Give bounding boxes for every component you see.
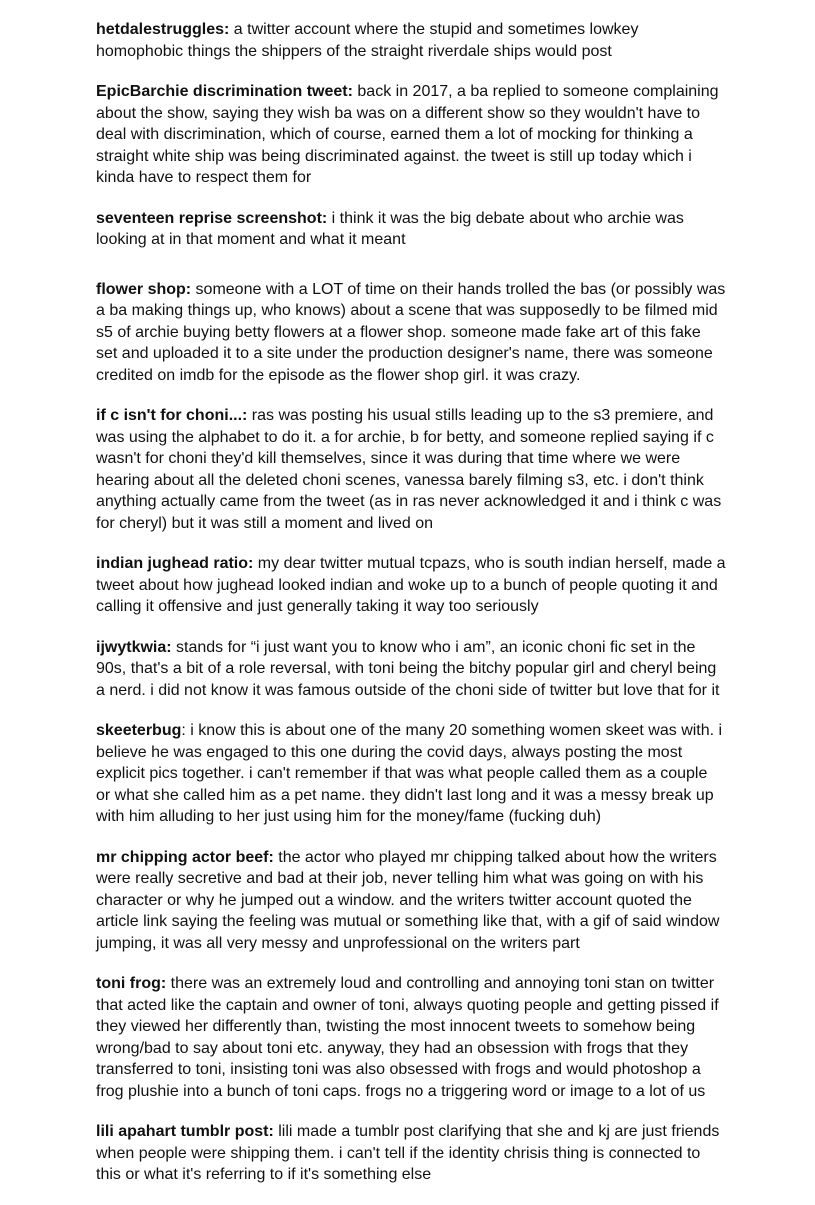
entry-term: EpicBarchie discrimination tweet: — [96, 83, 353, 100]
glossary-entry-toni-frog — [96, 973, 726, 1102]
entry-text: someone with a LOT of time on their hands trolled the bas (or possibly was a ba making things up, who knows) about a scene that was supposedly to be filmed mid s5 of archie buying betty flowers at a flower shop. someone made fake art of this fake set and uploaded it to a site under the production designer's name, there was someone credited on imdb for the episode as the flower shop girl. it was crazy. — [96, 280, 726, 384]
entry-term: seventeen reprise screenshot: — [96, 209, 328, 227]
glossary-entry-indian-jughead — [96, 553, 726, 618]
entry-term: flower shop: — [96, 280, 192, 298]
entry-text: lili made a tumblr post clarifying that she and kj are just friends when people were shipping them. i can't tell if the identity chrisis thing is connected to this or what it's referring to if it's something else — [96, 1123, 720, 1183]
document-page — [96, 19, 726, 1205]
entry-text: : i know this is about one of the many 20 something women skeet was with. i believe he was engaged to this one during the covid days, always posting the most explicit pics together. i can't remember if that was what people called them as a couple or what she called him as a pet name. they didn't last long and it was a messy break up with him alluding to her just using him for the money/fame (fucking duh) — [96, 722, 723, 825]
entry-term: indian jughead ratio: — [96, 555, 254, 572]
entry-term: hetdalestruggles: — [96, 21, 230, 38]
glossary-entry-choni-c — [96, 405, 726, 534]
entry-text: the actor who played mr chipping talked about how the writers were really secretive and bad at their job, never telling him what was going on with his character or why he jumped out a window. and the writers twitter account quoted the article link saying the feeling was mutual or something like that, with a gif of said window jumping, it was all very messy and unprofessional on the writers part — [96, 848, 720, 952]
entry-term: toni frog: — [96, 975, 167, 992]
entry-text: there was an extremely loud and controlling and annoying toni stan on twitter that acted like the captain and owner of toni, always quoting people and getting pissed if they viewed her differently than, twisting the most innocent tweets to somehow being wrong/bad to say about toni etc. anyway, they had an obsession with frogs that they transferred to toni, insisting toni was also obsessed with frogs and would photoshop a frog plushie into a bunch of toni caps. frogs no a triggering word or image to a lot of us — [96, 975, 719, 1100]
entry-text: ras was posting his usual stills leading up to the s3 premiere, and was using the alphabet to do it. a for archie, b for betty, and someone replied saying if c wasn't for choni they'd kill themselves, since it was during that time where we were hearing about all the deleted choni scenes, vanessa barely filming s3, etc. i don't think anything actually came from the tweet (as in ras never acknowledged it and i think c was for cheryl) but it was still a moment and lived on — [96, 407, 722, 532]
entry-term: if c isn't for choni...: — [96, 407, 248, 424]
entry-text: i think it was the big debate about who archie was looking at in that moment and what it meant — [96, 209, 684, 248]
entry-text: stands for “i just want you to know who i am”, an iconic choni fic set in the 90s, that's a bit of a role reversal, with toni being the bitchy popular girl and cheryl being a nerd. i did not know it was famous outside of the choni side of twitter but love that for it — [96, 638, 720, 699]
entry-text: my dear twitter mutual tcpazs, who is south indian herself, made a tweet about how jughead looked indian and woke up to a bunch of people quoting it and calling it offensive and just generally taking it way too seriously — [96, 555, 726, 615]
entry-term: ijwytkwia: — [96, 638, 172, 656]
glossary-entry-skeeterbug — [96, 720, 726, 828]
glossary-entry-seventeen-reprise — [96, 208, 726, 251]
glossary-entry-lili-tumblr — [96, 1121, 726, 1186]
glossary-entry-hetdalestruggles — [96, 19, 726, 62]
entry-term: lili apahart tumblr post: — [96, 1123, 274, 1140]
entry-term: mr chipping actor beef: — [96, 848, 274, 866]
glossary-entry-epicbarchie — [96, 81, 726, 189]
entry-text: a twitter account where the stupid and sometimes lowkey homophobic things the shippers of the straight riverdale ships would post — [96, 21, 639, 60]
glossary-entry-flower-shop — [96, 279, 726, 387]
entry-text: back in 2017, a ba replied to someone complaining about the show, saying they wish ba was on a different show so they wouldn't have to deal with discrimination, which of course, earned them a lot of mocking for thinking a straight white ship was being discriminated against. the tweet is still up today which i kinda have to respect them for — [96, 83, 719, 186]
glossary-entry-mr-chipping — [96, 847, 726, 955]
entry-term: skeeterbug — [96, 722, 182, 739]
glossary-entry-ijwytkwia — [96, 637, 726, 702]
